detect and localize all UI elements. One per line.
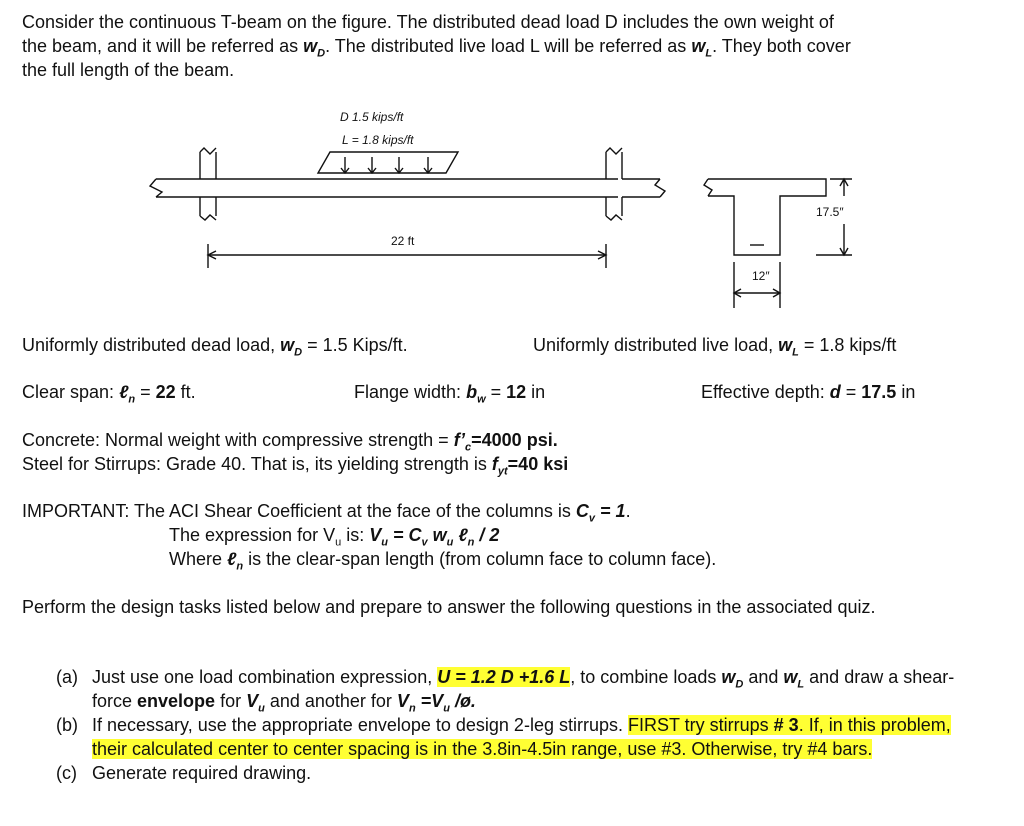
task-b: (b) If necessary, use the appropriate envelope to design 2-leg stirrups. FIRST try stirrups # 3. If, in this problem, their calculated center to center spacing is in the 3.8in-4.5in range, use #3. Otherwise, try #4 bars. <box>56 715 951 759</box>
beam-figure <box>0 100 1024 315</box>
task-list <box>56 665 986 785</box>
flange-width-param: Flange width: $b_w = 12$ in <box>354 382 546 406</box>
dead-load-param: Uniformly distributed dead load, $w_D = 1.5$ Kips/ft. <box>22 335 408 359</box>
right-column <box>606 148 622 220</box>
clear-span-param: Clear span: ℓ$_n$ = 22 ft. <box>22 382 196 406</box>
important-line-1: IMPORTANT: The ACI Shear Coefficient at the face of the columns is $C_v = 1$. <box>22 501 631 525</box>
steel-spec: Steel for Stirrups: Grade 40. That is, its yielding strength is $f_{yt}=40$ ksi <box>22 454 569 478</box>
t-section <box>708 179 826 255</box>
left-column <box>200 148 216 220</box>
intro-line-1: Consider the continuous T-beam on the figure. The distributed dead load D includes the own weight of <box>22 12 834 32</box>
task-c: (c) Generate required drawing. <box>56 763 312 783</box>
important-line-3: Where ℓ$_n$ is the clear-span length (from column face to column face). <box>169 549 717 573</box>
important-line-2: The expression for $V_u$ is: $V_u = C_v$ $w_u$ ℓ$_n$ / 2 <box>169 525 500 549</box>
load-block <box>318 152 458 173</box>
task-a: (a) Just use one load combination expression, U = 1.2 D +1.6 L, to combine loads $w_D$ and $w_L$ and draw a shear-force envelope for $V_u$ and another for $V_n =V_u$ /ø. <box>56 667 955 715</box>
dead-load-label: D 1.5 kips/ft <box>340 110 404 124</box>
depth-label: 17.5″ <box>816 205 844 219</box>
live-load-label: L = 1.8 kips/ft <box>342 133 414 147</box>
intro-paragraph <box>22 10 1002 82</box>
effective-depth-param: Effective depth: d = 17.5 in <box>701 382 916 402</box>
live-load-param: Uniformly distributed live load, $w_L = 1.8$ kips/ft <box>533 335 897 359</box>
right-break <box>622 179 665 197</box>
concrete-spec: Concrete: Normal weight with compressive strength = $f’_c=4000$ psi. <box>22 430 558 454</box>
perform-paragraph: Perform the design tasks listed below and prepare to answer the following questions in the associated quiz. <box>22 597 876 617</box>
intro-line-2: the beam, and it will be referred as $w_D$. The distributed live load L will be referred as $w_L$. They both cover <box>22 36 851 60</box>
intro-line-3: the full length of the beam. <box>22 60 235 80</box>
width-label: 12″ <box>752 269 770 283</box>
left-break <box>150 179 200 197</box>
span-label: 22 ft <box>391 234 415 248</box>
